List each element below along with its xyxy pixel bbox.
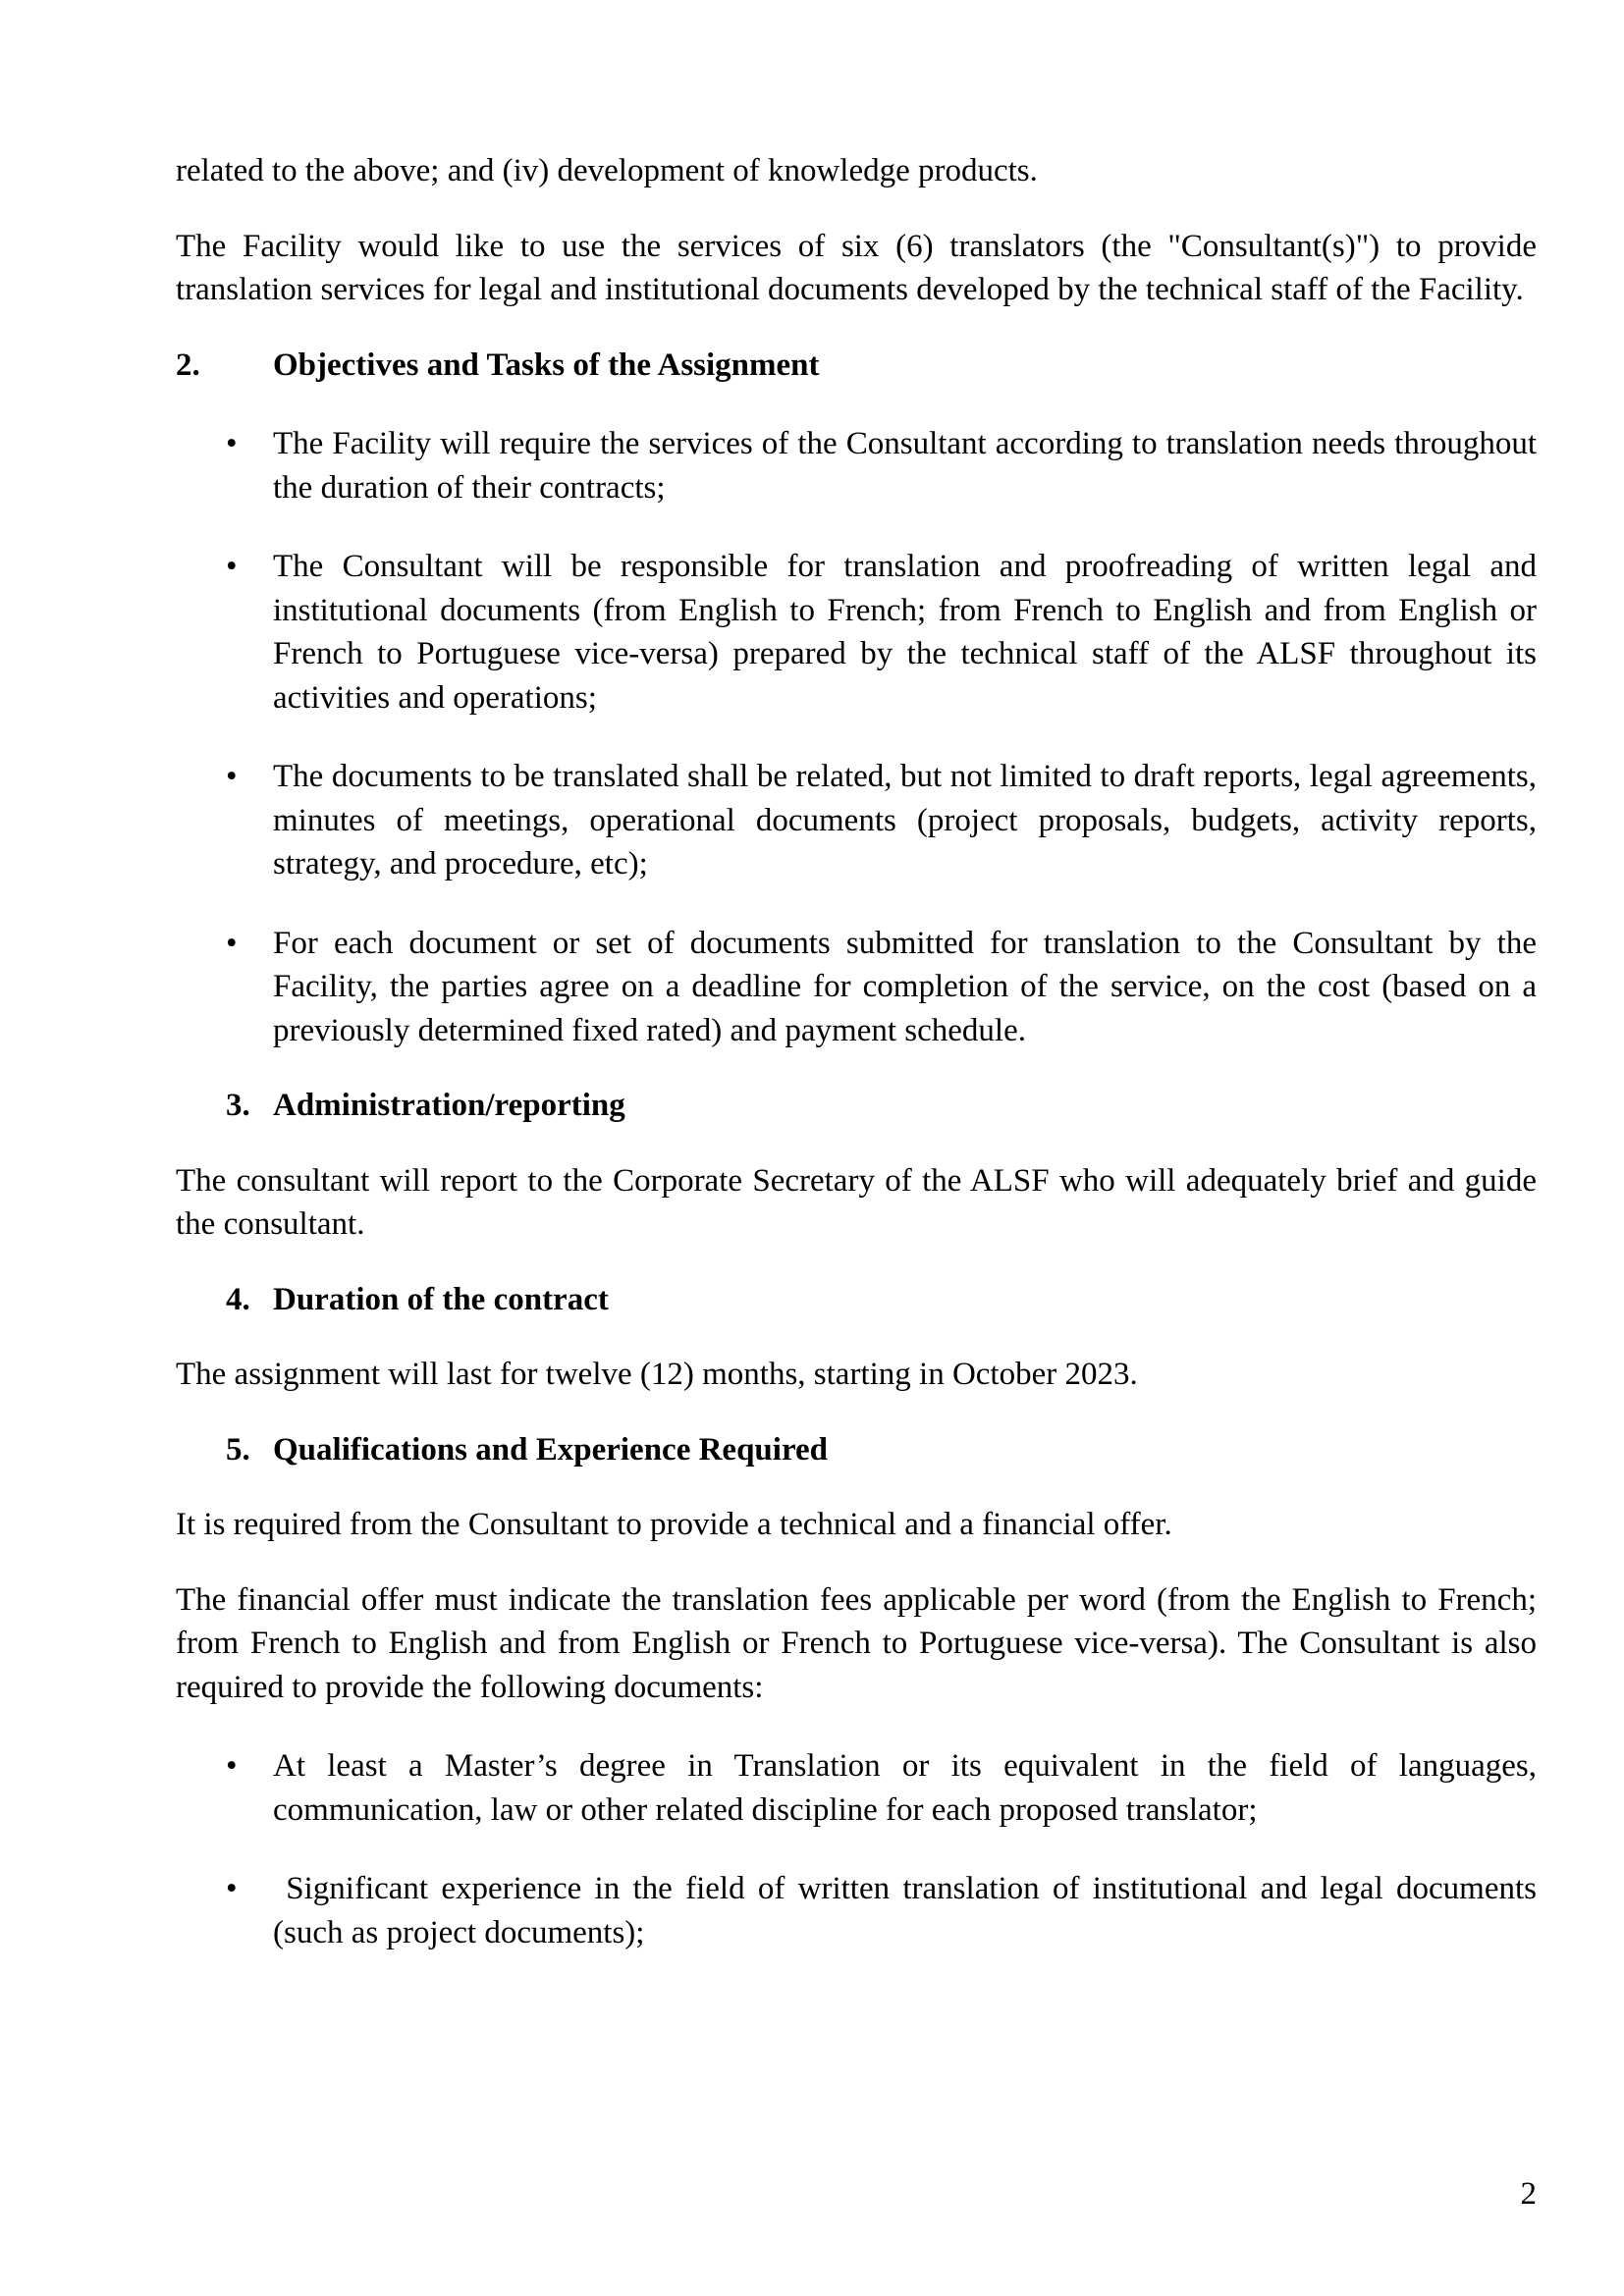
section-3-heading xyxy=(176,1084,1537,1128)
intro-end-paragraph: related to the above; and (iv) development of knowledge products. xyxy=(176,153,1038,188)
section-2-bullet-list xyxy=(176,422,1537,1052)
bullet-icon: • xyxy=(226,925,238,961)
list-item xyxy=(176,545,1537,720)
list-item-text: For each document or set of documents submitted for translation to the Consultant by the Facility, the parties agree on a deadline for completion of the service, on the cost (based on a previously determined fixed rated) and payment schedule. xyxy=(273,925,1537,1048)
list-item xyxy=(176,922,1537,1053)
list-item xyxy=(176,422,1537,509)
list-item-text: The documents to be translated shall be related, but not limited to draft reports, legal agreements, minutes of meetings, operational documents (project proposals, budgets, activity reports, strategy, and procedure, etc); xyxy=(273,759,1537,881)
list-item-text: At least a Master’s degree in Translation or its equivalent in the field of languages, communication, law or other related discipline for each proposed translator; xyxy=(273,1748,1537,1828)
bullet-icon: • xyxy=(226,759,238,794)
section-5-number: 5. xyxy=(226,1431,250,1468)
section-4-number: 4. xyxy=(226,1281,250,1317)
section-4-heading xyxy=(176,1278,1537,1322)
translators-paragraph: The Facility would like to use the services of six (6) translators (the "Consultant(s)") to provide translation services for legal and institutional documents developed by the technical staff of the Facility. xyxy=(176,228,1537,307)
section-3-title: Administration/reporting xyxy=(273,1088,625,1123)
list-item xyxy=(176,755,1537,886)
section-5-bullet-list xyxy=(176,1744,1545,1954)
section-2-title: Objectives and Tasks of the Assignment xyxy=(273,347,820,383)
bullet-icon: • xyxy=(226,1748,238,1784)
section-4-paragraph: The assignment will last for twelve (12) months, starting in October 2023. xyxy=(176,1357,1138,1392)
section-5-title: Qualifications and Experience Required xyxy=(273,1431,828,1468)
bullet-icon: • xyxy=(226,549,238,584)
section-3-paragraph: The consultant will report to the Corporate Secretary of the ALSF who will adequately brief and guide the consultant. xyxy=(176,1162,1537,1242)
list-item-text: Significant experience in the field of written translation of institutional and legal documents (such as project documents); xyxy=(273,1871,1545,1950)
bullet-icon: • xyxy=(226,426,238,461)
page-body xyxy=(176,149,1545,1954)
section-2-heading xyxy=(176,344,1537,388)
page-number: 2 xyxy=(1520,2176,1537,2212)
section-5-heading xyxy=(176,1428,1537,1472)
list-item xyxy=(176,1744,1537,1832)
list-item xyxy=(176,1867,1545,1954)
section-5-financial-paragraph: The financial offer must indicate the translation fees applicable per word (from the English to French; from French to English and from English or French to Portuguese vice-versa). The Consultant is also required to provide the following documents: xyxy=(176,1581,1537,1705)
list-item-text: The Facility will require the services of the Consultant according to translation needs throughout the duration of their contracts; xyxy=(273,426,1537,506)
list-item-text: The Consultant will be responsible for translation and proofreading of written legal and institutional documents (from English to French; from French to English and from English or French to Portuguese vice-versa) prepared by the technical staff of the ALSF throughout its activities and operations; xyxy=(273,549,1537,716)
section-2-number: 2. xyxy=(176,347,200,383)
section-5-offer-paragraph: It is required from the Consultant to provide a technical and a financial offer. xyxy=(176,1507,1172,1542)
section-4-title: Duration of the contract xyxy=(273,1281,609,1317)
section-3-number: 3. xyxy=(226,1088,250,1123)
bullet-icon: • xyxy=(226,1871,238,1906)
